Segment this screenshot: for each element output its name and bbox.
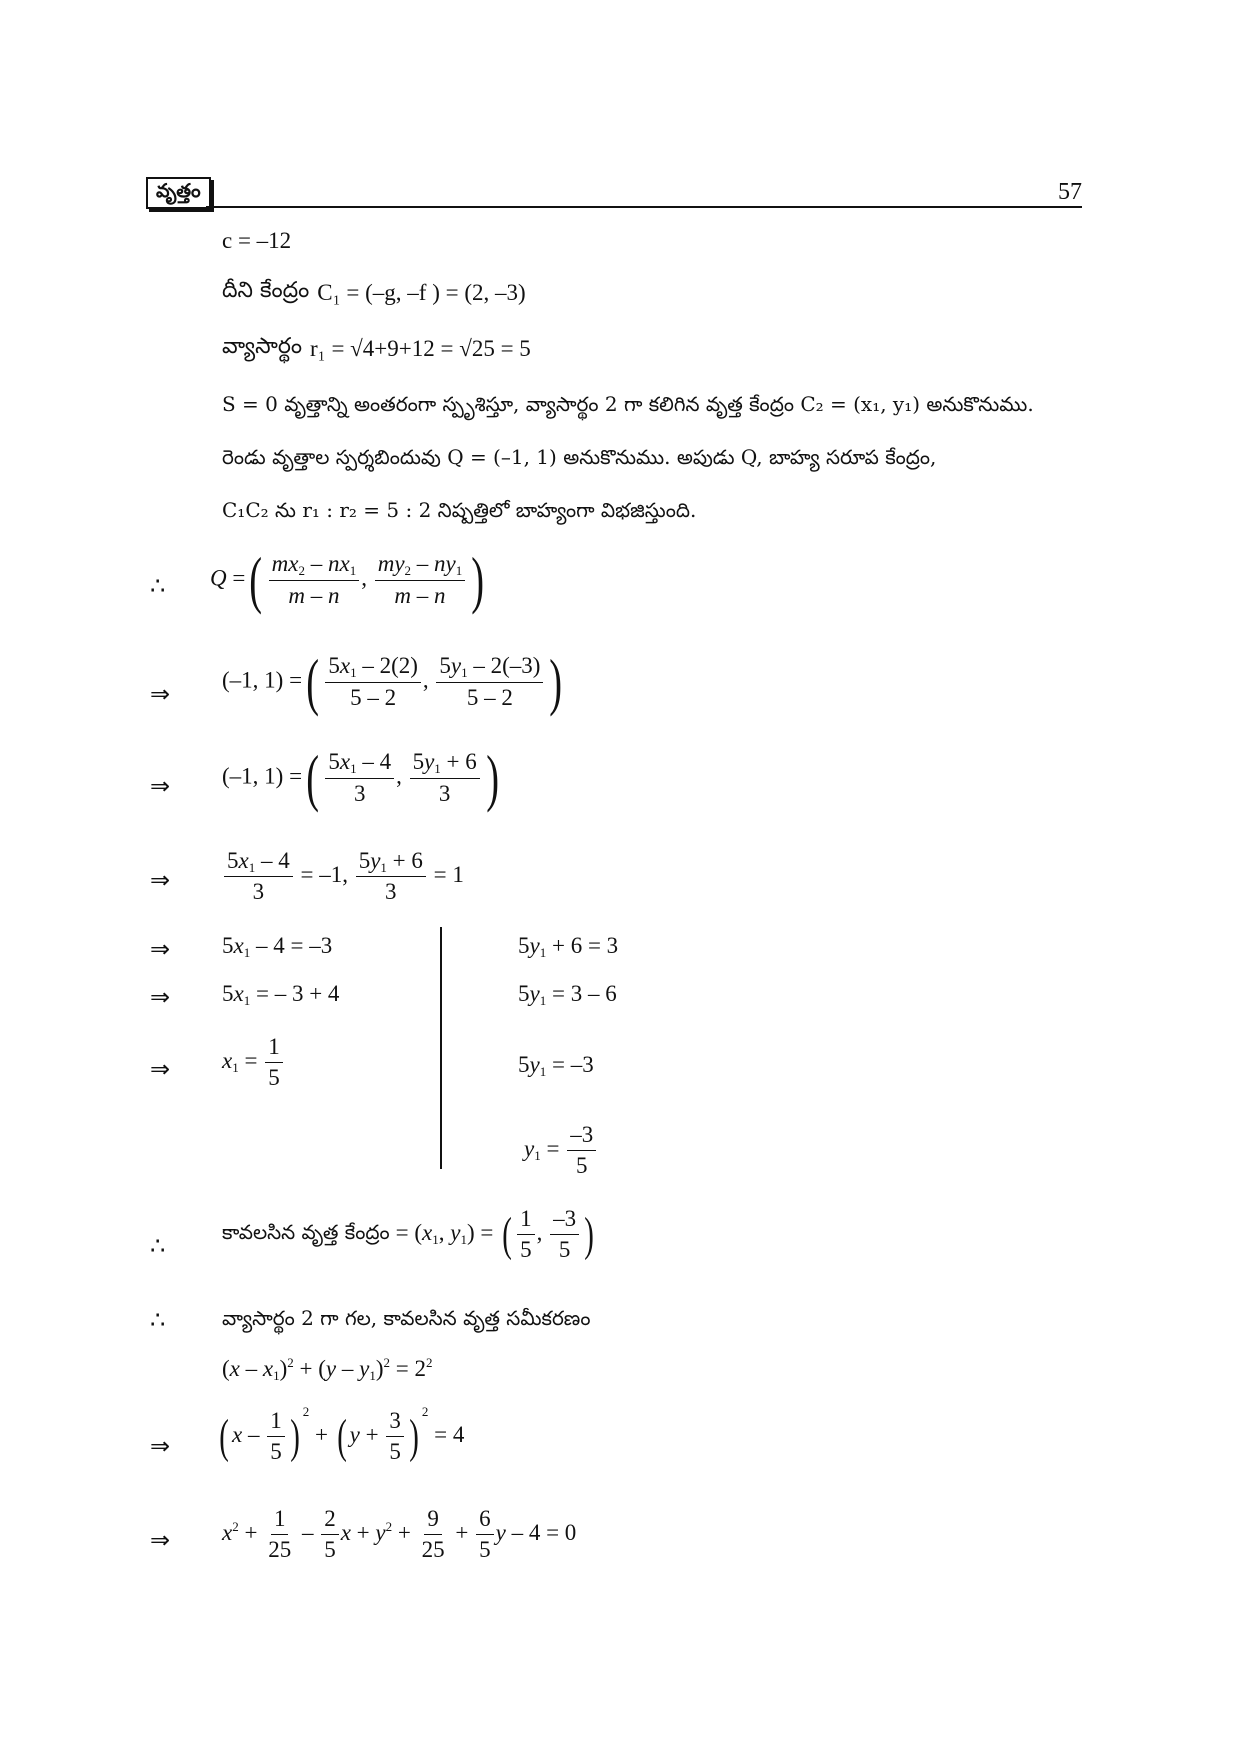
paragraph-line-3: C₁C₂ ను r₁ : r₂ = 5 : 2 నిష్పత్తిలో బాహ్యంగా విభజిస్తుంది. [222, 498, 697, 522]
step-1: (–1, 1) =( $\frac{5x_1 - 2(2)}{5 - 2}$ , $\frac{5y_1 - 2(-3)}{5 - 2}$ ) [222, 646, 563, 717]
substituted-form: ( x – $\frac{1}{5}$ ) $^2$ + ( y + $\frac{3}{5}$ ) $^2$ = 4 [219, 1404, 465, 1465]
required-center-equation: = ($x_1$, $y_1$) = ( $\frac{1}{5}$ , $\frac{-3}{5}$ ) [395, 1206, 594, 1263]
therefore-symbol: ∴ [150, 1306, 166, 1334]
paragraph-line-2: రెండు వృత్తాల స్పర్శబిందువు Q = (–1, 1) అనుకొనుము. అపుడు Q, బాహ్య సరూప కేంద్రం, [222, 445, 937, 469]
q-formula: Q =( $\frac{mx_2 - nx_1}{m - n}$ , $\frac{my_2 - ny_1}{m - n}$ ) [210, 544, 485, 615]
standard-form: $(x - x_1)^2 + (y - y_1)^2 = 2^2$ [222, 1355, 433, 1383]
implies-symbol: ⇒ [150, 983, 171, 1011]
right-step-d: $y_1$ = $\frac{-3}{5}$ [524, 1122, 598, 1180]
required-equation-label: వ్యాసార్థం 2 గా గల, కావలసిన వృత్త సమీకరణం [222, 1306, 591, 1330]
radius-equation: r₁ = √4+9+12 = √25 = 5 [310, 336, 531, 361]
chapter-title: వృత్తం [156, 179, 201, 202]
required-center-line [222, 1206, 597, 1264]
column-divider [440, 927, 442, 1169]
implies-symbol: ⇒ [150, 680, 171, 708]
left-step-b: $5x_1$ = – 3 + 4 [222, 981, 340, 1008]
center-equation: C₁ = (–g, –f ) = (2, –3) [317, 280, 526, 305]
header-rule [206, 206, 1082, 208]
therefore-symbol: ∴ [150, 1232, 166, 1260]
center-label: దీని కేంద్రం [222, 278, 310, 303]
step-2: (–1, 1) =( $\frac{5x_1 - 4}{3}$ , $\frac{5y_1 + 6}{3}$ ) [222, 742, 499, 813]
implies-symbol: ⇒ [150, 935, 171, 963]
chapter-title-box [146, 177, 211, 209]
step-3: $\frac{5x_1 - 4}{3}$ = –1, $\frac{5y_1 + 6}{3}$ = 1 [222, 848, 464, 906]
expanded-form: $x^2$ + $\frac{1}{25}$ – $\frac{2}{5}$ $x + y^2$ + $\frac{9}{25}$ + $\frac{6}{5}$ y – 4 = 0 [222, 1506, 577, 1563]
right-step-c: $5y_1 = -3$ [518, 1052, 594, 1079]
left-step-a: $5x_1 - 4 = -3$ [222, 933, 333, 960]
implies-symbol: ⇒ [150, 772, 171, 800]
left-step-c: $x_1$ = $\frac{1}{5}$ [222, 1034, 285, 1092]
implies-symbol: ⇒ [150, 1526, 171, 1554]
radius-label: వ్యాసార్థం [222, 334, 303, 359]
page-number: 57 [1058, 179, 1082, 205]
therefore-symbol: ∴ [150, 572, 166, 600]
radius-line [222, 334, 531, 364]
implies-symbol: ⇒ [150, 1055, 171, 1083]
required-center-label: కావలసిన వృత్త కేంద్రం [222, 1220, 390, 1245]
center-line [222, 278, 526, 308]
c-equation: c = –12 [222, 228, 292, 253]
right-step-b: $5y_1 = 3 - 6$ [518, 981, 617, 1008]
implies-symbol: ⇒ [150, 866, 171, 894]
right-step-a: $5y_1 + 6 = 3$ [518, 933, 619, 960]
implies-symbol: ⇒ [150, 1432, 171, 1460]
paragraph-line-1: S = 0 వృత్తాన్ని అంతరంగా స్పృశిస్తూ, వ్యాసార్థం 2 గా కలిగిన వృత్త కేంద్రం C₂ = (x₁, y₁) అనుకొనుము. [222, 392, 1034, 416]
